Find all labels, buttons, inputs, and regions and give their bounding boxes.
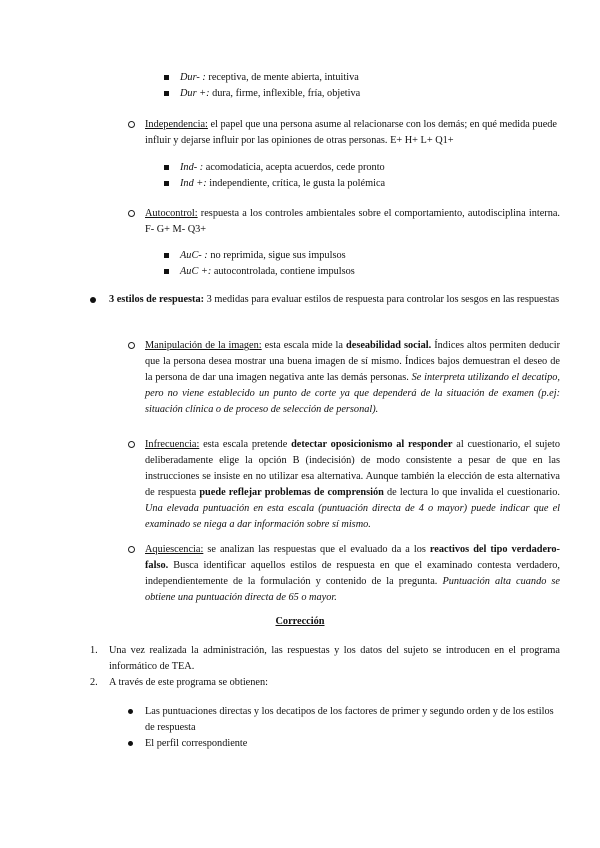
square-bullet-icon bbox=[164, 75, 169, 80]
item-text: independiente, crítica, le gusta la polémica bbox=[206, 178, 386, 189]
output-text: El perfil correspondiente bbox=[145, 738, 248, 749]
dur-list bbox=[164, 70, 564, 102]
item-label: AuC +: bbox=[180, 266, 212, 277]
list-item bbox=[164, 264, 564, 280]
circle-bullet-icon bbox=[128, 546, 135, 553]
list-item bbox=[164, 70, 564, 86]
item-text: dura, firme, inflexible, fría, objetiva bbox=[209, 88, 361, 99]
text-run: Busca identificar aquellos estilos de respuesta en que el examinado contesta verdadero, independientemente de la formulación y contenido de la pregunta. bbox=[145, 560, 560, 587]
step-number: 2. bbox=[90, 677, 98, 688]
term: Aquiescencia: bbox=[145, 544, 204, 555]
estilos-heading: 3 estilos de respuesta: bbox=[109, 294, 205, 305]
definition: respuesta a los controles ambientales sobre el comportamiento, autodisciplina interna. F- G+ M- Q3+ bbox=[145, 208, 560, 235]
output-text: Las puntuaciones directas y los decatipos de los factores de primer y segundo orden y de los estilos de respuesta bbox=[145, 706, 554, 733]
independencia-item bbox=[128, 117, 560, 149]
auc-list bbox=[164, 248, 564, 280]
output-item bbox=[128, 704, 560, 736]
circle-bullet-icon bbox=[128, 342, 135, 349]
item-label: Ind- : bbox=[180, 162, 204, 173]
estilos-text: 3 medidas para evaluar estilos de respuesta para controlar los sesgos en las respuestas bbox=[204, 294, 560, 305]
square-bullet-icon bbox=[164, 165, 169, 170]
bullet-icon bbox=[128, 741, 133, 746]
item-text: acomodaticia, acepta acuerdos, cede pronto bbox=[203, 162, 385, 173]
definition: el papel que una persona asume al relacionarse con los demás; en qué medida puede influir y dejarse influir por las opiniones de otras personas. E+ H+ L+ Q1+ bbox=[145, 119, 558, 146]
aquiescencia-item bbox=[128, 542, 560, 606]
step-item bbox=[90, 675, 560, 691]
term: Autocontrol: bbox=[145, 208, 198, 219]
term: Manipulación de la imagen: bbox=[145, 340, 262, 351]
item-text: receptiva, de mente abierta, intuitiva bbox=[205, 72, 359, 83]
list-item bbox=[164, 176, 564, 192]
bold-run: reactivos del tipo verdadero-falso. bbox=[145, 544, 560, 571]
bold-run: detectar oposicionismo al responder bbox=[291, 439, 453, 450]
bold-run: puede reflejar problemas de comprensión bbox=[199, 487, 384, 498]
italic-run: Una elevada puntuación en esta escala (puntuación directa de 4 o mayor) puede indicar que el examinado se niega a dar información sobre sí mismo. bbox=[145, 503, 560, 530]
output-item bbox=[128, 736, 560, 752]
step-item bbox=[90, 643, 560, 675]
bullet-icon bbox=[128, 709, 133, 714]
step-text: Una vez realizada la administración, las respuestas y los datos del sujeto se introducen en el programa informático de TEA. bbox=[109, 645, 560, 672]
square-bullet-icon bbox=[164, 181, 169, 186]
autocontrol-item bbox=[128, 206, 560, 238]
item-label: Ind +: bbox=[180, 178, 207, 189]
term: Infrecuencia: bbox=[145, 439, 200, 450]
step-number: 1. bbox=[90, 645, 98, 656]
text-run: de lectura lo que invalida el cuestionario. bbox=[383, 487, 560, 498]
italic-run: Puntuación alta cuando se obtiene una puntuación directa de 65 o mayor. bbox=[145, 576, 560, 603]
list-item bbox=[164, 160, 564, 176]
text-run: Índices altos permiten deducir que la persona desea mostrar una buena imagen de sí mismo. Índices bajos demuestran el deseo de la persona de dar una imagen negativa ante las demás personas. bbox=[145, 340, 561, 383]
item-label: AuC- : bbox=[180, 250, 208, 261]
text-run: al cuestionario, el sujeto deliberadamente elige la opción B (indecisión) de modo consistente a pesar de que en las instrucciones se insiste en no utilizar esa alternativa. Aunque también la elección de esta alternativa de respuesta bbox=[145, 439, 560, 498]
manipulacion-item bbox=[128, 338, 560, 418]
term: Independencia: bbox=[145, 119, 208, 130]
bullet-icon bbox=[90, 297, 96, 303]
item-text: autocontrolada, contiene impulsos bbox=[211, 266, 355, 277]
text-run: esta escala mide la bbox=[261, 340, 347, 351]
square-bullet-icon bbox=[164, 91, 169, 96]
text-run: esta escala pretende bbox=[199, 439, 292, 450]
list-item bbox=[164, 86, 564, 102]
infrecuencia-item bbox=[128, 437, 560, 533]
list-item bbox=[164, 248, 564, 264]
item-label: Dur- : bbox=[180, 72, 206, 83]
circle-bullet-icon bbox=[128, 210, 135, 217]
item-text: no reprimida, sigue sus impulsos bbox=[207, 250, 346, 261]
circle-bullet-icon bbox=[128, 441, 135, 448]
item-label: Dur +: bbox=[180, 88, 210, 99]
square-bullet-icon bbox=[164, 253, 169, 258]
circle-bullet-icon bbox=[128, 121, 135, 128]
italic-run: Se interpreta utilizando el decatipo, pero no viene establecido un punto de corte ya que dependerá de la situación de examen (p.ej: situación clínica o de proceso de selección de personal). bbox=[145, 372, 560, 415]
section-heading-correccion: Corrección bbox=[275, 616, 325, 627]
square-bullet-icon bbox=[164, 269, 169, 274]
step-text: A través de este programa se obtienen: bbox=[109, 677, 268, 688]
estilos-item bbox=[90, 292, 560, 308]
bold-run: deseabilidad social. bbox=[346, 340, 432, 351]
ind-list bbox=[164, 160, 564, 192]
text-run: se analizan las respuestas que el evaluado da a los bbox=[203, 544, 430, 555]
